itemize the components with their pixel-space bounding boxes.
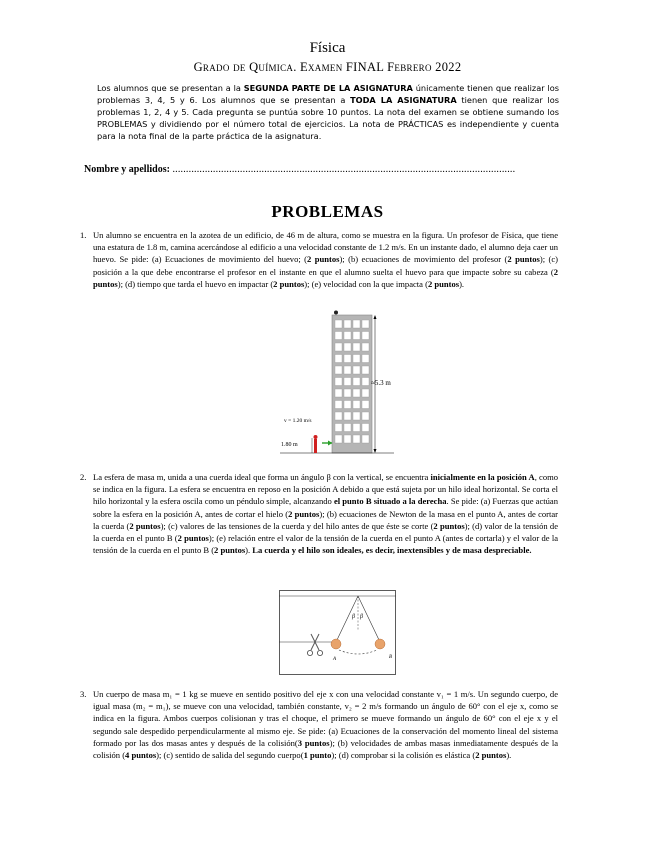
problem-1-text-1: Un alumno se encuentra en la azotea de un edificio, de 46 m de altura, como se muestra en la figura. Un profesor de Física, que tiene una estatura de 1.8 m, camina acercándose al edificio a una velocidad constante de 1.2 m/s. En un instante dado, el alumno deja caer un huevo. Se pide: (a) Ecuaciones de movimiento del huevo; ( [93,230,558,265]
building-window [362,412,369,420]
problem-3-text-3: ); (c) sentido de salida del segundo cuerpo( [156,750,304,761]
building-window [335,378,342,386]
building-window [335,320,342,328]
building-window [344,366,351,374]
problem-2-text-6: ); (d) valor de la tensión de la cuerda en el punto B ( [93,520,558,544]
problem-2-bold-6: 2 puntos [177,533,209,544]
problem-2-bold-1: inicialmente en la posición A [430,472,535,482]
building-window [344,435,351,443]
building-window [362,424,369,432]
professor [314,439,317,453]
building-window [362,355,369,363]
building-window [362,401,369,409]
problem-2-text-3: . Se pide: (a) Fuerzas que actúan sobre la esfera en la posición A, antes de cortar el hielo ( [93,496,558,519]
building-window [335,435,342,443]
building-window [335,424,342,432]
name-dots: ............................................................................................................................... [172,164,516,175]
building-window [362,320,369,328]
problem-3-bold-2: 4 puntos [125,750,157,761]
building-window [362,435,369,443]
building-window [353,355,360,363]
problem-3-text-5: ). [506,750,512,761]
building-window [362,332,369,340]
problem-2-text-5: ); (c) valores de las tensiones de la cuerda y del hilo antes de que éste se corte ( [160,520,434,531]
problem-3-text-2: ); (b) velocidades de ambas masas inmediatamente después de la colisión ( [93,737,558,761]
building-window [353,378,360,386]
building-window [335,412,342,420]
building-window [335,343,342,351]
building-window [353,320,360,328]
name-label: Nombre y apellidos: [84,164,170,175]
problem-3-text-1: Un cuerpo de masa m₁ = 1 kg se mueve en sentido positivo del eje x con una velocidad constante v₁ = 1 m/s. Un segundo cuerpo, de igual masa (m₂ = m₁), se mueve con una velocidad, también constante, v₂ = 2 m/s formando un ángulo de 60° con el eje x, como se indica en la figura. Ambos cuerpos colisionan y tras el choque, el primero se mueve formando un ángulo de 60° con el eje x y el segundo sale despedido perpendicularmente al mismo eje. Se pide: (a) Ecuaciones de la conservación del momento lineal del sistema formado por las dos masas antes y después de la colisión( [93,689,558,748]
beta-right-label: β [360,614,363,620]
problem-1 [80,229,558,290]
building-window [344,401,351,409]
problem-2-bold-5: 2 puntos [433,520,465,531]
intro-text-2: únicamente tienen que realizar los problemas 3, 4, 5 y 6. Los alumnos que se presentan a [97,83,559,106]
instructions-paragraph [97,82,559,142]
problem-2-bold-4: 2 puntos [129,520,161,531]
point-a-label: A [333,657,337,662]
building-window [353,424,360,432]
building-window [344,355,351,363]
point-b-label: B [389,655,393,660]
problem-1-text-2: ); (b) ecuaciones de movimiento del profesor ( [339,254,508,265]
intro-bold-2: TODA LA ASIGNATURA [350,95,457,106]
problem-1-bold-4: 2 puntos [273,278,305,289]
problem-text [93,229,558,290]
building-window [362,366,369,374]
building-window [353,343,360,351]
problem-2-text-1: La esfera de masa m, unida a una cuerda ideal que forma un ángulo β con la vertical, se encuentra [93,472,431,482]
building-window [353,389,360,397]
building-window [353,366,360,374]
building-window [335,389,342,397]
problem-2-text-4: ); (b) ecuaciones de Newton de la masa en el punto A, antes de cortar la cuerda ( [93,508,558,531]
page-title: Física [309,40,346,56]
building-window [335,401,342,409]
building-figure [276,310,396,460]
student-head [334,311,338,315]
problem-text [93,471,558,556]
problem-2-text-7: ); (e) relación entre el valor de la tensión de la cuerda en el punto A (antes de cortarla) y el valor de la tensión de la cuerda en el punto B ( [93,533,558,556]
intro-text-3: tienen que realizar los problemas 1, 2, 4 y 5. Cada pregunta se puntúa sobre 10 puntos. La nota del examen se obtiene sumando los PROBLEMAS y dividiendo por el número total de ejercicios. La nota de PRÁCTICAS es independiente y cuenta para la nota final de la parte práctica de la asignatura. [97,95,559,142]
problem-1-text-6: ). [459,278,465,289]
problem-1-text-3: ); (c) posición a la que debe encontrarse el profesor en el instante en que el alumno suelta el huevo para que impacte sobre su cabeza ( [93,254,558,277]
building-window [362,378,369,386]
sphere-a [331,639,341,649]
height-label: ≈5.3 m [371,379,391,387]
problem-number: 3. [80,689,87,699]
problem-2-text-8: ). [245,545,253,556]
sphere-b [375,639,385,649]
building-window [344,378,351,386]
building-window [353,332,360,340]
pendulum-frame [280,591,396,675]
problem-2-bold-3: 2 puntos [288,508,320,519]
building-window [335,366,342,374]
problem-1-text-5: ); (e) velocidad con la que impacta ( [304,278,428,289]
problem-text [93,688,558,761]
problem-2 [80,471,558,556]
exam-subtitle: Grado de Química. Examen FINAL Febrero 2022 [193,60,462,74]
building-window [344,412,351,420]
pendulum-figure [279,590,396,675]
building-window [353,412,360,420]
problem-number: 1. [80,230,87,240]
problem-3-bold-1: 3 puntos [297,737,330,748]
building-window [344,424,351,432]
building-window [353,435,360,443]
problem-2-bold-8: La cuerda y el hilo son ideales, es decir, inextensibles y de masa despreciable. [252,545,532,556]
building-window [362,389,369,397]
building-window [335,355,342,363]
velocity-label: v = 1.20 m/s [284,418,312,424]
problem-number: 2. [80,472,87,482]
professor-height-label: 1.80 m [281,442,298,448]
problem-1-text-4: ); (d) tiempo que tarda el huevo en impactar ( [117,278,274,289]
building-window [344,332,351,340]
beta-left-label: β [352,614,355,620]
name-field[interactable] [84,164,564,175]
problem-1-bold-2: 2 puntos [507,254,540,265]
building-window [344,389,351,397]
section-title: PROBLEMAS [271,202,384,221]
problem-2-bold-7: 2 puntos [214,545,246,556]
building-window [344,343,351,351]
problem-2-bold-2: el punto B situado a la derecha [333,496,447,507]
problem-1-bold-3: 2 puntos [93,266,558,289]
intro-bold-1: SEGUNDA PARTE DE LA ASIGNATURA [243,83,413,93]
problem-1-bold-1: 2 puntos [307,254,340,265]
problem-1-bold-5: 2 puntos [427,278,460,289]
problem-3 [80,688,558,761]
building-window [353,401,360,409]
building-window [344,320,351,328]
problem-2-text-2: , como se indica en la figura. La esfera se encuentra en reposo en la posición A debido a que está sujeta por un hilo ideal horizontal. Se corta el hilo horizontal y la esfera oscila como un péndulo simple, alcanzando [93,472,559,507]
problem-3-text-4: ); (d) comprobar si la colisión es elástica ( [331,750,476,761]
problem-3-bold-3: 1 punto [303,750,332,761]
building-window [335,332,342,340]
intro-text-1: Los alumnos que se presentan a la [97,83,244,93]
problem-3-bold-4: 2 puntos [475,750,507,761]
building-window [362,343,369,351]
